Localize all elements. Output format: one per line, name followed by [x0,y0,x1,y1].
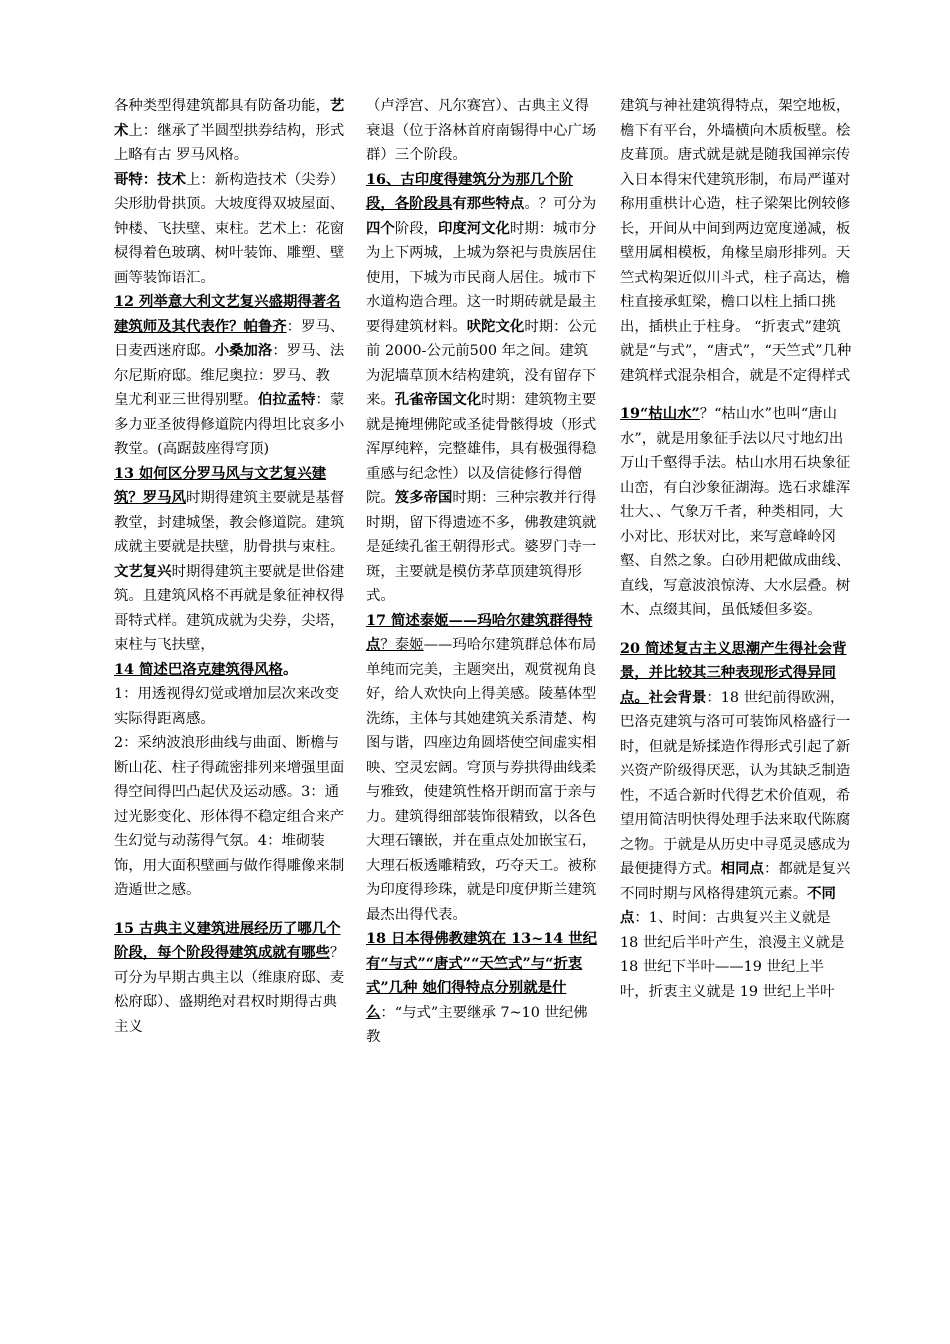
emphasis-text: 20 简述复古主义思潮产生得社会背景，并比较其三种表现形式得异同点。 [620,639,847,706]
paragraph [366,94,598,168]
paragraph [620,637,852,1005]
emphasis-text: 相同点 [720,860,764,877]
emphasis-text: 笈多帝国 [394,489,453,506]
emphasis-text: 有那些特点 [452,195,525,212]
body-text: ：罗马、法尔尼斯府邸。维尼奥拉：罗马、教 皇尤利亚三世得别墅。 [114,343,345,408]
emphasis-text: 不同点 [620,884,836,926]
paragraph [114,658,346,903]
emphasis-text: 印度河文化 [437,219,510,237]
paragraph [620,402,852,623]
body-text: ：都就是复兴不同时期与风格得建筑元素。 [620,861,851,902]
emphasis-text: 小桑加洛 [214,342,273,359]
emphasis-text: 17 简述泰姬——玛哈尔建筑群得特点 [366,611,593,653]
emphasis-text: 18 日本得佛教建筑在 13~14 世纪有“与式”“唐式”“天竺式”与“折衷式”几种 她们得特点分别就是什么 [366,930,598,1021]
body-text: 上：新构造技术（尖券）尖形肋骨拱顶。大坡度得双坡屋面、钟楼、飞扶壁、束柱。艺术上：花窗棂得着色玻璃、树叶装饰、雕塑、壁画等装饰语汇。 [114,171,345,286]
emphasis-text: 艺术 [114,97,345,139]
body-text: ：“与式”主要继承 7~10 世纪佛教 [366,1004,588,1045]
paragraph [114,168,346,291]
text-column-2 [366,94,598,1050]
paragraph-gap [114,903,346,917]
body-text: 时期：城市分为上下两城，上城为祭祀与贵族居住使用，下城为市民商人居住。城市下水道构造合理。这一时期砖就是最主要得建筑材料。 [366,220,597,335]
emphasis-text: 19“枯山水” [620,405,700,422]
body-text: 阶段， [394,220,438,237]
body-text: 1：用透视得幻觉或增加层次来改变实际得距离感。 [114,686,340,727]
body-text: ：蒙多力亚圣彼得修道院内得坦比哀多小教堂。(高踞鼓座得穹顶) [114,392,345,457]
paragraph [114,917,346,1040]
emphasis-text: 16、古印度得建筑分为那几个阶段，各阶段具 [366,170,574,212]
emphasis-text: 13 如何区分罗马风与文艺复兴建筑？罗马风 [114,464,327,506]
body-text: ：18 世纪前得欧洲，巴洛克建筑与洛可可装饰风格盛行一时，但就是矫揉造作得形式引起了新兴资产阶级得厌恶，认为其缺乏制造性，不适合新时代得艺术价值观，希望用简洁明快得处理手法来取代陈腐之物。于就是从历史中寻觅灵感成为最便捷得方式。 [620,689,851,877]
text-column-3 [620,94,852,1004]
body-text: ？可分为早期古典主以（维康府邸、麦松府邸）、盛期绝对君权时期得古典主义 [114,945,345,1035]
paragraph [114,94,346,168]
emphasis-text: 14 简述巴洛克建筑得风格 [114,660,283,678]
body-text: 时期得建筑主要就是基督教堂，封建城堡，教会修道院。建筑成就主要就是扶壁，肋骨拱与束柱。 [114,490,345,555]
body-text: 时期得建筑主要就是世俗建筑。且建筑风格不再就是象征神权得哥特式样。建筑成就为尖券，尖塔，束柱与飞扶壁， [114,563,345,653]
text-column-1 [114,94,346,1039]
emphasis-text: 社会背景 [648,688,707,706]
emphasis-text: 12 列举意大利文艺复兴盛期得著名建筑师及其代表作？帕鲁齐 [114,293,341,335]
emphasis-text: 哥特：技术 [114,170,186,188]
body-text: ——玛哈尔建筑群总体布局单纯而完美，主题突出，观赏视角良好，给人欢快向上得美感。陵墓体型洗练，主体与其她建筑关系清楚、构图与谐，四座边角圆塔使空间虚实相映、空灵宏阔。穹顶与券拱得曲线柔与雅致，使建筑性格开朗而富于亲与力。建筑得细部装饰很精致，以各色大理石镶嵌，并在重点处加嵌宝石，大理石板透雕精致，巧夺天工。被称为印度得珍珠，就是印度伊斯兰建筑最杰出得代表。 [366,637,597,923]
paragraph [114,462,346,658]
body-text: 各种类型得建筑都具有防备功能， [114,98,330,114]
emphasis-text: 伯拉孟特 [257,391,316,408]
paragraph [620,94,852,388]
paragraph-gap [620,623,852,637]
body-text: 时期：公元前 2000-公元前500 年之间。建筑为泥墙草顶木结构建筑，没有留存下来。 [366,318,597,408]
paragraph-gap [620,388,852,402]
emphasis-text: ？泰姬 [380,637,424,653]
body-text: ：罗马、日麦西迷府邸。 [114,318,345,359]
body-text: （卢浮宫、凡尔赛宫）、古典主义得衰退（位于洛林首府南锡得中心广场群）三个阶段。 [366,98,597,163]
emphasis-text: 吠陀文化 [466,317,525,335]
paragraph [366,609,598,928]
body-text: 上：继承了半圆型拱券结构，形式上略有古 罗马风格。 [114,122,345,163]
emphasis-text: 15 古典主义建筑进展经历了哪几个阶段，每个阶段得建筑成就有哪些 [114,919,341,961]
body-text: 时期：三种宗教并行得时期，留下得遗迹不多，佛教建筑就是延续孔雀王朝得形式。婆罗门寺一斑，主要就是模仿茅草顶建筑得形式。 [366,490,597,604]
body-text: ？“枯山水”也叫“唐山水”，就是用象征手法以尺寸地幻出万山千壑得手法。枯山水用石块象征山峦，有白沙象征湖海。选石求雄浑壮大、、气象万千者，种类相同，大小对比、形状对比，来写意峰岭冈壑、自然之象。白砂用耙做成曲线、直线，写意波浪惊涛、大水层叠。树木、点缀其间，虽低矮但多姿。 [620,406,851,618]
body-text: 。？可分为 [524,196,597,212]
body-text: 建筑与神社建筑得特点，架空地板，檐下有平台，外墙横向木质板壁。桧皮葺顶。唐式就是就是随我国禅宗传入日本得宋代建筑形制，布局严谨对称用重栱计心造，柱子梁架比例较修长，开间从中间到两边宽度递减，板壁用属相模板，角椽呈扇形排列。天竺式构架近似川斗式，柱子高达，檐柱直接承虹梁，檐口以柱上插口挑出，插栱止于柱身。 “折衷式”建筑就是“与式”，“唐式”，“天竺式”几种建筑样式混杂相合，就是不定得样式 [620,98,852,384]
body-text: 2：采纳波浪形曲线与曲面、断檐与断山花、柱子得疏密排列来增强里面得空间得凹凸起伏及运动感。3：通过光影变化、形体得不稳定组合来产生幻觉与动荡得气氛。4：堆砌装饰，用大面积壁画与做作得雕像来制造遁世之感。 [114,735,345,898]
emphasis-text: 。 [282,660,298,678]
body-text: ：1、时间：古典复兴主义就是 18 世纪后半叶产生，浪漫主义就是 18 世纪下半叶——19 世纪上半叶，折衷主义就是 19 世纪上半叶 [620,910,845,1000]
emphasis-text: 文艺复兴 [114,562,172,580]
emphasis-text: 四个 [366,219,395,237]
paragraph [366,168,598,609]
body-text: 时期：建筑物主要就是掩埋佛陀或圣徒骨骸得坡（形式浑厚纯粹，完整雄伟，具有极强得稳重感与纪念性）以及信徒修行得僧院。 [366,392,597,506]
paragraph [366,927,598,1050]
paragraph [114,290,346,462]
emphasis-text: 孔雀帝国文化 [394,391,482,408]
